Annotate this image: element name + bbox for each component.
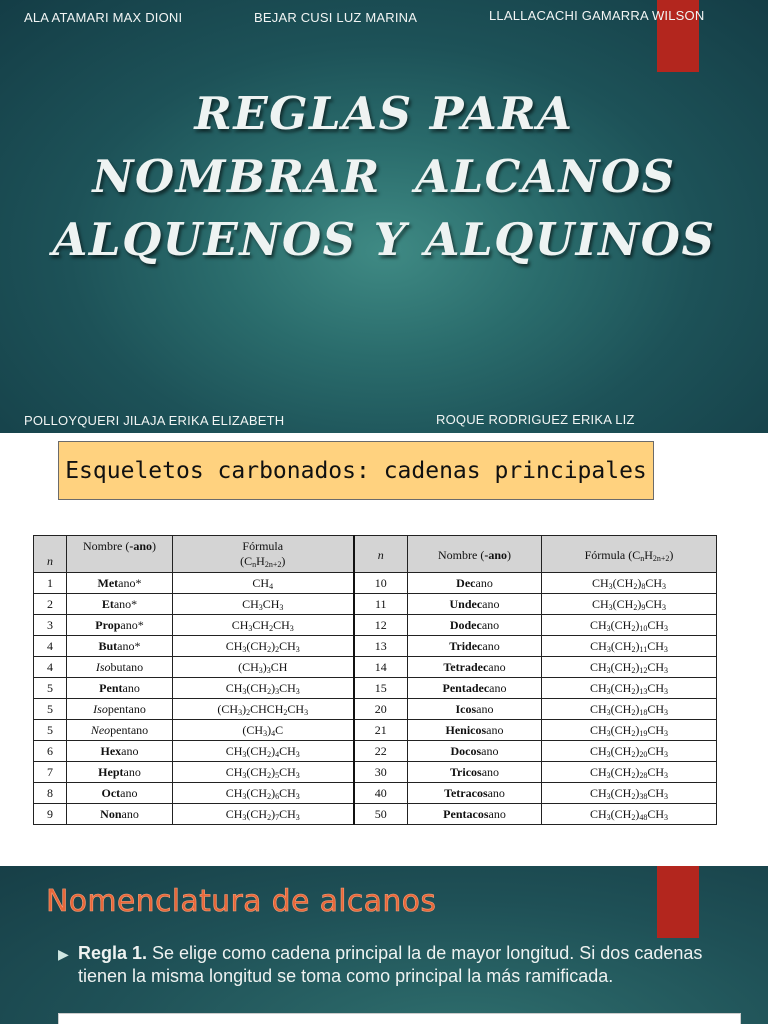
cell-n: 2 — [34, 594, 67, 615]
slide-title — [0, 82, 768, 271]
header-formula: Fórmula $(C_nH_{2n+2})$ — [173, 536, 354, 573]
cell-formula-2: $CH_3(CH_2)_{38}CH_3$ — [542, 783, 717, 804]
cell-formula-2: $CH_3(CH_2)_{11}CH_3$ — [542, 636, 717, 657]
cell-n-2: 21 — [354, 720, 408, 741]
cell-n: 4 — [34, 636, 67, 657]
cell-formula-2: $CH_3(CH_2)_{20}CH_3$ — [542, 741, 717, 762]
cell-n: 5 — [34, 699, 67, 720]
cell-name: Isopentano — [67, 699, 173, 720]
caption-box: Esqueletos carbonados: cadenas principales — [58, 441, 654, 500]
rule-1 — [58, 942, 718, 988]
title-line-1: REGLAS PARA — [194, 87, 574, 140]
cell-n-2: 20 — [354, 699, 408, 720]
cell-n: 9 — [34, 804, 67, 825]
header-n: n — [34, 536, 67, 573]
cell-n-2: 22 — [354, 741, 408, 762]
header-nombre-2: Nombre (-ano) — [408, 536, 542, 573]
cell-name-2: Dodecano — [408, 615, 542, 636]
cell-formula-2: $CH_3(CH_2)_{19}CH_3$ — [542, 720, 717, 741]
cell-name-2: Tricosano — [408, 762, 542, 783]
cell-formula-2: $CH_3(CH_2)_{48}CH_3$ — [542, 804, 717, 825]
cell-n: 7 — [34, 762, 67, 783]
cell-formula: $CH_3CH_2CH_3$ — [173, 615, 354, 636]
author-2: BEJAR CUSI LUZ MARINA — [254, 10, 418, 25]
cell-n: 1 — [34, 573, 67, 594]
table-row — [34, 720, 717, 741]
cell-formula: $(CH_3)_2CHCH_2CH_3$ — [173, 699, 354, 720]
cell-n: 5 — [34, 678, 67, 699]
cell-n-2: 50 — [354, 804, 408, 825]
title-slide — [0, 0, 768, 433]
cell-formula-2: $CH_3(CH_2)_{13}CH_3$ — [542, 678, 717, 699]
table-slide — [0, 433, 768, 866]
cell-name-2: Pentadecano — [408, 678, 542, 699]
rules-slide — [0, 866, 768, 1024]
cell-name: Neopentano — [67, 720, 173, 741]
alkane-table — [33, 535, 717, 825]
cell-name-2: Tetracosano — [408, 783, 542, 804]
cell-name: Nonano — [67, 804, 173, 825]
table-row — [34, 783, 717, 804]
table-body — [34, 573, 717, 825]
cell-formula: $CH_3(CH_2)_7CH_3$ — [173, 804, 354, 825]
cell-name: Octano — [67, 783, 173, 804]
title-line-2: NOMBRAR ALCANOS — [92, 150, 676, 203]
cell-name-2: Decano — [408, 573, 542, 594]
table-row — [34, 699, 717, 720]
cell-name: Etano* — [67, 594, 173, 615]
cell-n-2: 10 — [354, 573, 408, 594]
cell-n: 5 — [34, 720, 67, 741]
cell-name-2: Icosano — [408, 699, 542, 720]
cell-n: 6 — [34, 741, 67, 762]
cell-formula-2: $CH_3(CH_2)_{12}CH_3$ — [542, 657, 717, 678]
cell-n-2: 15 — [354, 678, 408, 699]
cell-name-2: Undecano — [408, 594, 542, 615]
cell-name-2: Tridecano — [408, 636, 542, 657]
cell-formula: $CH_3CH_3$ — [173, 594, 354, 615]
bullet-arrow-icon: ▶ — [58, 946, 69, 962]
cell-formula: $CH_4$ — [173, 573, 354, 594]
cell-n-2: 11 — [354, 594, 408, 615]
table-row — [34, 594, 717, 615]
title-line-3: ALQUENOS Y ALQUINOS — [52, 213, 716, 266]
cell-name-2: Tetradecano — [408, 657, 542, 678]
table-row — [34, 573, 717, 594]
cell-formula: $CH_3(CH_2)_2CH_3$ — [173, 636, 354, 657]
content-box — [58, 1013, 741, 1024]
cell-formula-2: $CH_3(CH_2)_{10}CH_3$ — [542, 615, 717, 636]
cell-formula-2: $CH_3(CH_2)_{18}CH_3$ — [542, 699, 717, 720]
cell-n-2: 14 — [354, 657, 408, 678]
header-n-2: n — [354, 536, 408, 573]
cell-name-2: Pentacosano — [408, 804, 542, 825]
table-row — [34, 762, 717, 783]
cell-formula-2: $CH_3(CH_2)_8CH_3$ — [542, 573, 717, 594]
cell-formula: $(CH_3)_3CH$ — [173, 657, 354, 678]
header-formula-2: Fórmula $(C_nH_{2n+2})$ — [542, 536, 717, 573]
table-row — [34, 636, 717, 657]
table-row — [34, 741, 717, 762]
header-nombre: Nombre (-ano) — [67, 536, 173, 573]
cell-formula: $(CH_3)_4C$ — [173, 720, 354, 741]
table-row — [34, 804, 717, 825]
author-3: LLALLACACHI GAMARRA WILSON — [489, 8, 705, 23]
table-row — [34, 615, 717, 636]
cell-name: Metano* — [67, 573, 173, 594]
cell-n-2: 40 — [354, 783, 408, 804]
cell-n-2: 13 — [354, 636, 408, 657]
cell-n-2: 12 — [354, 615, 408, 636]
author-5: ROQUE RODRIGUEZ ERIKA LIZ — [436, 412, 635, 427]
rule-body: Se elige como cadena principal la de mayor longitud. Si dos cadenas tienen la misma longitud se toma como principal la más ramificada. — [78, 943, 703, 986]
cell-n: 8 — [34, 783, 67, 804]
table-header-row — [34, 536, 717, 573]
cell-name: Heptano — [67, 762, 173, 783]
cell-formula: $CH_3(CH_2)_4CH_3$ — [173, 741, 354, 762]
author-4: POLLOYQUERI JILAJA ERIKA ELIZABETH — [24, 413, 285, 428]
accent-bar — [657, 866, 699, 938]
cell-name: Hexano — [67, 741, 173, 762]
cell-name-2: Henicosano — [408, 720, 542, 741]
cell-name-2: Docosano — [408, 741, 542, 762]
cell-n: 4 — [34, 657, 67, 678]
cell-name: Propano* — [67, 615, 173, 636]
rule-label: Regla 1. — [78, 943, 148, 963]
cell-name: Butano* — [67, 636, 173, 657]
table-row — [34, 678, 717, 699]
cell-n-2: 30 — [354, 762, 408, 783]
rule-text — [58, 942, 718, 988]
cell-formula: $CH_3(CH_2)_3CH_3$ — [173, 678, 354, 699]
cell-formula: $CH_3(CH_2)_5CH_3$ — [173, 762, 354, 783]
author-1: ALA ATAMARI MAX DIONI — [24, 10, 183, 25]
table-row — [34, 657, 717, 678]
section-title: Nomenclatura de alcanos — [46, 884, 437, 919]
cell-formula-2: $CH_3(CH_2)_{28}CH_3$ — [542, 762, 717, 783]
cell-name: Isobutano — [67, 657, 173, 678]
cell-n: 3 — [34, 615, 67, 636]
cell-formula: $CH_3(CH_2)_6CH_3$ — [173, 783, 354, 804]
cell-name: Pentano — [67, 678, 173, 699]
cell-formula-2: $CH_3(CH_2)_9CH_3$ — [542, 594, 717, 615]
